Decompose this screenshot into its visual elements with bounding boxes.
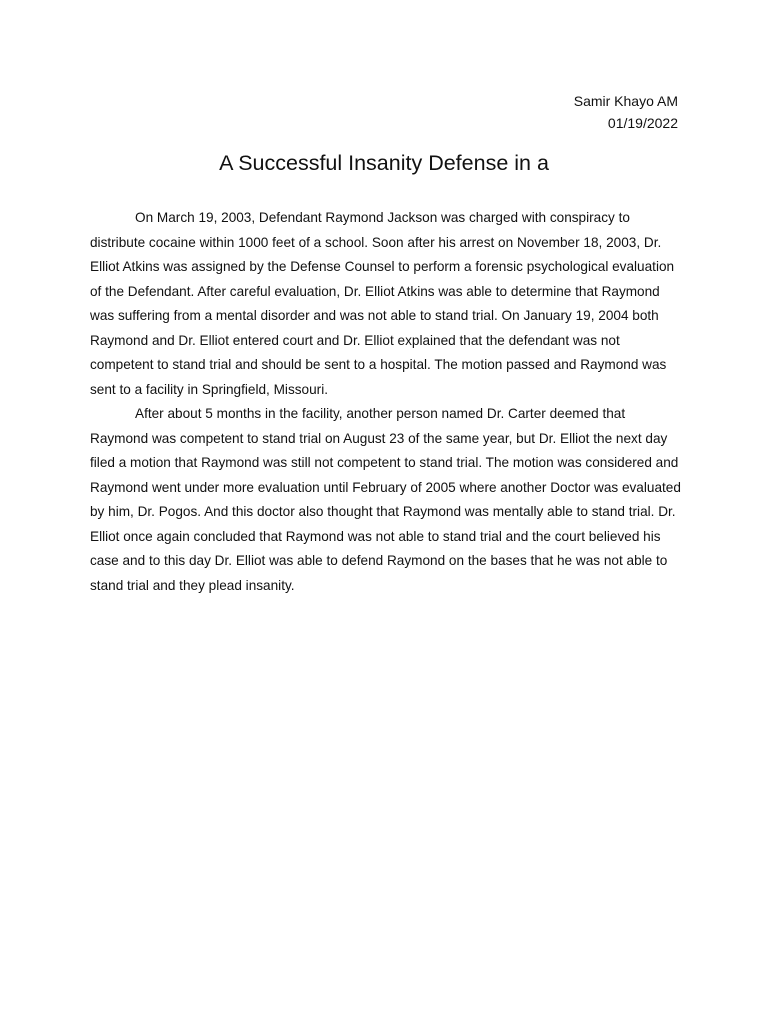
document-body xyxy=(90,206,684,598)
paragraph-2: After about 5 months in the facility, another person named Dr. Carter deemed that Raymond was competent to stand trial on August 23 of the same year, but Dr. Elliot the next day filed a motion that Raymond was still not competent to stand trial. The motion was considered and Raymond went under more evaluation until February of 2005 where another Doctor was evaluated by him, Dr. Pogos. And this doctor also thought that Raymond was mentally able to stand trial. Dr. Elliot once again concluded that Raymond was not able to stand trial and the court believed his case and to this day Dr. Elliot was able to defend Raymond on the bases that he was not able to stand trial and they plead insanity. xyxy=(90,406,681,593)
document-title: A Successful Insanity Defense in a xyxy=(219,151,549,175)
author-name: Samir Khayo AM xyxy=(573,93,678,109)
paragraph-1: On March 19, 2003, Defendant Raymond Jackson was charged with conspiracy to distribute cocaine within 1000 feet of a school. Soon after his arrest on November 18, 2003, Dr. Elliot Atkins was assigned by the Defense Counsel to perform a forensic psychological evaluation of the Defendant. After careful evaluation, Dr. Elliot Atkins was able to determine that Raymond was suffering from a mental disorder and was not able to stand trial. On January 19, 2004 both Raymond and Dr. Elliot entered court and Dr. Elliot explained that the defendant was not competent to stand trial and should be sent to a hospital. The motion passed and Raymond was sent to a facility in Springfield, Missouri. xyxy=(90,210,675,397)
document-date: 01/19/2022 xyxy=(607,114,678,131)
document-header xyxy=(574,91,678,134)
